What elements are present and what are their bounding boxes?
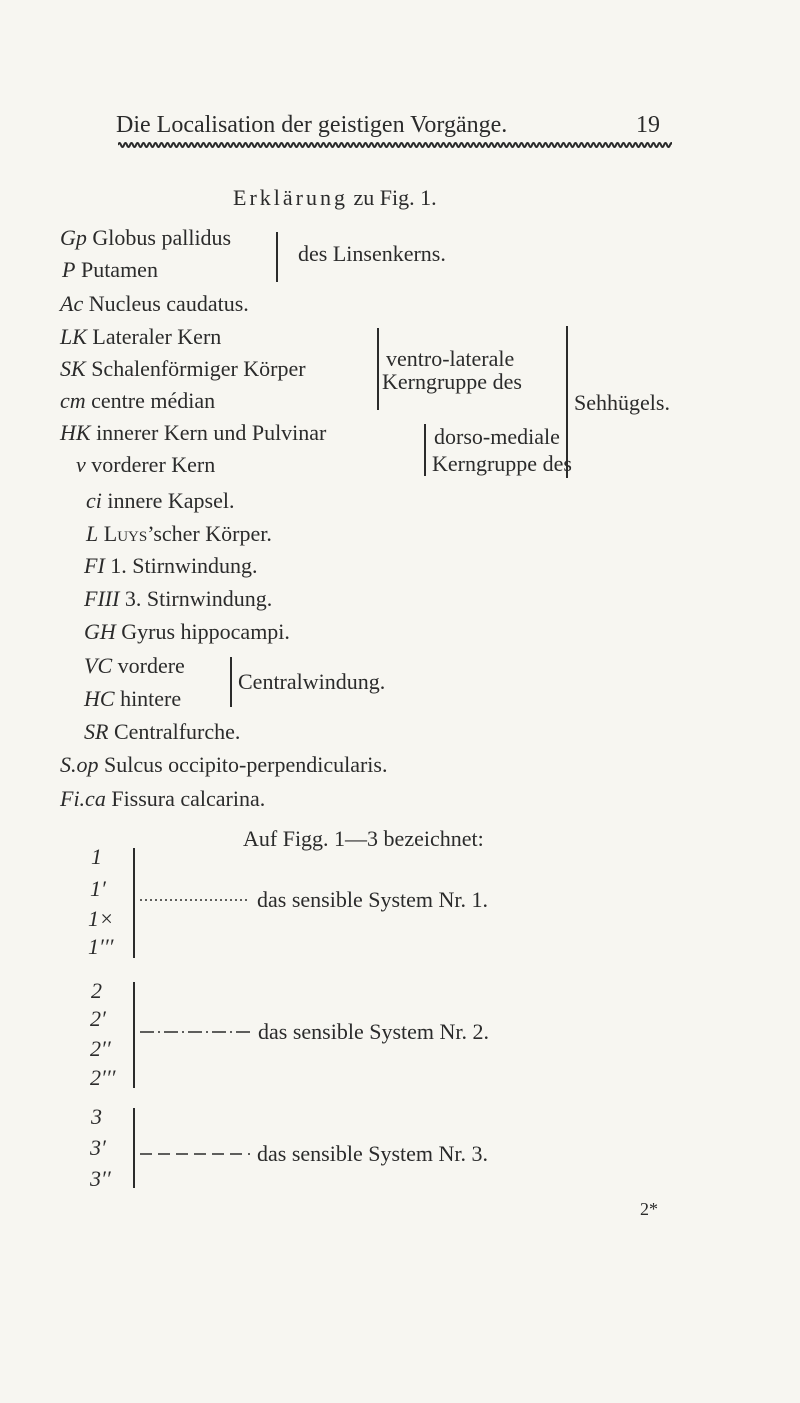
label-cm: centre médian bbox=[91, 388, 216, 413]
abbr-ci: ci bbox=[86, 488, 102, 513]
brace-sehhuegel bbox=[566, 326, 568, 478]
abbr-sk: SK bbox=[60, 356, 86, 381]
legend-row-p bbox=[62, 257, 158, 283]
sys3-label-2: 3′ bbox=[90, 1135, 106, 1160]
brace-dorso bbox=[424, 424, 426, 476]
brace-ventro bbox=[377, 328, 379, 410]
legend-row-fiii bbox=[84, 586, 272, 612]
line-style-dashed bbox=[140, 1152, 250, 1156]
sys2-label-2: 2′ bbox=[90, 1006, 106, 1031]
line-style-dotted bbox=[140, 898, 250, 902]
label-hc: hintere bbox=[120, 686, 182, 711]
legend-row-vc bbox=[84, 653, 185, 679]
abbr-fi: FI bbox=[84, 553, 105, 578]
legend-row-fica bbox=[60, 786, 265, 812]
label-gp: Globus pallidus bbox=[92, 225, 232, 250]
abbr-hk: HK bbox=[60, 420, 91, 445]
abbr-l: L bbox=[86, 521, 99, 546]
label-sop: Sulcus occipito-perpendicularis. bbox=[104, 752, 388, 777]
sys3-label-1: 3 bbox=[91, 1104, 102, 1129]
label-gh: Gyrus hippocampi. bbox=[121, 619, 290, 644]
abbr-p: P bbox=[62, 257, 76, 282]
abbr-fica: Fi.ca bbox=[60, 786, 106, 811]
label-fica: Fissura calcarina. bbox=[111, 786, 266, 811]
system3-label: das sensible System Nr. 3. bbox=[257, 1141, 488, 1166]
abbr-gh: GH bbox=[84, 619, 116, 644]
abbr-gp: Gp bbox=[60, 225, 87, 250]
abbr-ac: Ac bbox=[60, 291, 84, 316]
label-fiii: 3. Stirnwindung. bbox=[124, 586, 273, 611]
label-p: Putamen bbox=[80, 257, 158, 282]
label-v: vorderer Kern bbox=[91, 452, 216, 477]
sys3-label-3: 3′′ bbox=[90, 1166, 111, 1191]
abbr-sr: SR bbox=[84, 719, 109, 744]
group-dorso-line2: Kerngruppe des bbox=[432, 451, 572, 476]
brace-central bbox=[230, 657, 232, 707]
sys1-label-2: 1′ bbox=[90, 876, 106, 901]
abbr-sop: S.op bbox=[60, 752, 99, 777]
brace-system3 bbox=[133, 1108, 135, 1188]
sys1-label-1: 1 bbox=[91, 844, 102, 869]
heading-title-rest: zu Fig. 1. bbox=[353, 185, 437, 210]
sys2-label-3: 2′′ bbox=[90, 1036, 111, 1061]
legend-row-gp bbox=[60, 225, 231, 251]
label-hk: innerer Kern und Pulvinar bbox=[96, 420, 327, 445]
legend-row-hc bbox=[84, 686, 181, 712]
abbr-hc: HC bbox=[84, 686, 115, 711]
brace-system2 bbox=[133, 982, 135, 1088]
legend-row-sk bbox=[60, 356, 306, 382]
abbr-fiii: FIII bbox=[84, 586, 120, 611]
abbr-cm: cm bbox=[60, 388, 86, 413]
sys1-label-3: 1× bbox=[88, 906, 114, 931]
label-l-rest: ’scher Körper. bbox=[147, 521, 272, 546]
legend-row-v bbox=[76, 452, 215, 478]
legend-row-gh bbox=[84, 619, 290, 645]
group-dorso-line1: dorso-mediale bbox=[434, 424, 560, 449]
legend-row-fi bbox=[84, 553, 258, 579]
legend-row-cm bbox=[60, 388, 215, 414]
running-title: Die Localisation der geistigen Vorgänge. bbox=[116, 112, 508, 138]
sys2-label-1: 2 bbox=[91, 978, 102, 1003]
label-sr: Centralfurche. bbox=[113, 719, 241, 744]
label-lk: Lateraler Kern bbox=[92, 324, 222, 349]
legend-row-sr bbox=[84, 719, 240, 745]
label-ci: innere Kapsel. bbox=[107, 488, 235, 513]
legend-row-sop bbox=[60, 752, 387, 778]
figs-intro: Auf Figg. 1—3 bezeichnet: bbox=[243, 826, 484, 851]
system2-label: das sensible System Nr. 2. bbox=[258, 1019, 489, 1044]
legend-row-ci bbox=[86, 488, 234, 514]
page-number: 19 bbox=[636, 112, 660, 138]
abbr-lk: LK bbox=[60, 324, 87, 349]
group-linsenkern: des Linsenkerns. bbox=[298, 241, 446, 266]
group-sehhuegel: Sehhügels. bbox=[574, 390, 670, 415]
wavy-rule bbox=[118, 141, 672, 149]
line-style-dash-dot bbox=[140, 1030, 250, 1034]
label-ac: Nucleus caudatus. bbox=[88, 291, 249, 316]
section-heading bbox=[233, 185, 437, 211]
sys1-label-4: 1′′′ bbox=[88, 934, 114, 959]
signature-mark: 2* bbox=[640, 1199, 658, 1219]
label-vc: vordere bbox=[117, 653, 185, 678]
abbr-v: v bbox=[76, 452, 86, 477]
legend-row-hk bbox=[60, 420, 326, 446]
brace-system1 bbox=[133, 848, 135, 958]
system1-label: das sensible System Nr. 1. bbox=[257, 887, 488, 912]
label-l-name: Luys bbox=[103, 521, 148, 546]
group-ventro-line2: Kerngruppe des bbox=[382, 369, 522, 394]
label-fi: 1. Stirnwindung. bbox=[110, 553, 258, 578]
group-ventro-line1: ventro-laterale bbox=[386, 346, 515, 371]
label-sk: Schalenförmiger Körper bbox=[91, 356, 306, 381]
legend-row-lk bbox=[60, 324, 221, 350]
group-central: Centralwindung. bbox=[238, 669, 386, 694]
legend-row-ac bbox=[60, 291, 249, 317]
brace-linsenkern bbox=[276, 232, 278, 282]
abbr-vc: VC bbox=[84, 653, 113, 678]
sys2-label-4: 2′′′ bbox=[90, 1065, 116, 1090]
heading-title-word: Erklärung bbox=[233, 185, 348, 210]
legend-row-l bbox=[86, 521, 272, 547]
